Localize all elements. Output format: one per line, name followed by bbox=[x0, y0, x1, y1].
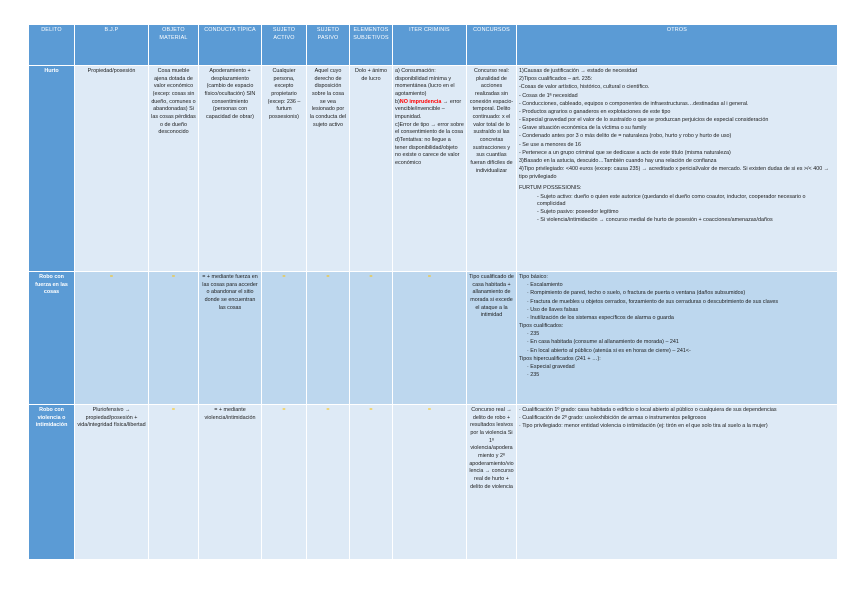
furtum-item: - Sujeto activo: dueño o quien este autorice (quedando el dueño como coautor, inductor, cooperador necesario o complicidad bbox=[537, 193, 806, 208]
otros-item: - Conducciones, cableado, equipos o componentes de infraestructuras…destinadas al i general. bbox=[519, 100, 749, 107]
otros-cell bbox=[517, 272, 838, 405]
otros-item: · 235 bbox=[527, 331, 540, 338]
otros-item: · Fractura de muebles u objetos cerrados, forzamiento de sus cerraduras o descubrimiento de sus claves bbox=[527, 298, 779, 305]
pasivo-cell: Aquel cuyo derecho de disposición sobre la cosa se vea lesionado por la conducta del sujeto activo bbox=[307, 66, 350, 272]
iter-b: b)NO imprudencia → error vencible/invencible – impunidad. bbox=[395, 98, 462, 121]
otros-item: 3)Basado en la astucia, descuido…También cuando hay una relación de confianza bbox=[519, 157, 717, 164]
otros-item: 4)Tipo privilegiado: <400 euros (excep: causa 235) → acreditado x pericial/valor de mercado. Si existen dudas de si es >/< 400 → tipo privilegiado bbox=[519, 166, 830, 180]
header-conducta-tipica: CONDUCTA TÍPICA bbox=[199, 25, 262, 66]
objeto-cell: Cosa mueble ajena dotada de valor económico (excep: cosas sin dueño, comunes o abandonadas) Si las cosas pérdidas o de dueño desconocido bbox=[149, 66, 199, 272]
otros-item: - Productos agrarios o ganaderos en explotaciones de este tipo bbox=[519, 108, 671, 115]
otros-item: 2)Tipos cualificados – art. 235: bbox=[519, 76, 593, 83]
activo-cell: = bbox=[262, 405, 307, 560]
delito-cell: Robo con violencia o intimidación bbox=[29, 405, 75, 560]
conducta-cell: = + mediante violencia/intimidación bbox=[199, 405, 262, 560]
otros-item: - Grave situación económica de la víctima o su family bbox=[519, 125, 647, 132]
otros-item: · 235 bbox=[527, 372, 540, 379]
iter-c: c)Error de tipo → error sobre el consentimiento de la cosa bbox=[395, 121, 464, 136]
iter-cell bbox=[393, 66, 467, 272]
delito-cell: Robo con fuerza en las cosas bbox=[29, 272, 75, 405]
subjetivos-cell: Dolo + ánimo de lucro bbox=[350, 66, 393, 272]
otros-cell bbox=[517, 66, 838, 272]
otros-item: - Cosas de 1ª necesidad bbox=[519, 92, 578, 99]
conducta-cell: Apoderamiento + desplazamiento (cambio de espacio físico/ocultación) SIN consentimiento (personas con capacidad de obrar) bbox=[199, 66, 262, 272]
otros-item: · Tipo privilegiado: menor entidad violencia o intimidación (ej: tirón en el que solo tira al suelo a la mujer) bbox=[519, 423, 768, 430]
header-delito: DELITO bbox=[29, 25, 75, 66]
activo-cell: = bbox=[262, 272, 307, 405]
pasivo-cell: = bbox=[307, 405, 350, 560]
otros-item: Tipos cualificados: bbox=[519, 323, 564, 330]
furtum-list bbox=[519, 194, 835, 225]
row-robo-fuerza bbox=[29, 272, 838, 405]
iter-cell: = bbox=[393, 405, 467, 560]
otros-item: · Especial gravedad bbox=[527, 363, 575, 370]
otros-item: -Cosas de valor artístico, histórico, cultural o científico. bbox=[519, 84, 650, 91]
iter-a: a) Consumación: disponibilidad mínima y momentánea (lucro en el agotamiento) bbox=[395, 68, 455, 98]
otros-item: - Se use a menores de 16 bbox=[519, 141, 582, 148]
furtum-title: FURTUM POSSESIONIS: bbox=[519, 185, 582, 192]
otros-item: 1)Causas de justificación → estado de necesidad bbox=[519, 68, 638, 74]
concursos-cell: Concurso real: pluralidad de acciones realizadas sin conexión espacio-temporal. Delito continuado: x el valor total de lo sustraído si las concretas sustracciones y sus cuantías fueran difíciles de individualizar bbox=[467, 66, 517, 272]
header-concursos: CONCURSOS bbox=[467, 25, 517, 66]
header-otros: OTROS bbox=[517, 25, 838, 66]
otros-item: · En casa habitada (consume al allanamiento de morada) – 241 bbox=[527, 339, 679, 346]
iter-cell: = bbox=[393, 272, 467, 405]
otros-list bbox=[519, 407, 835, 431]
header-iter-criminis: ITER CRIMINIS bbox=[393, 25, 467, 66]
otros-item: - Especial gravedad por el valor de lo sustraído o que se produzcan perjuicios de especial consideración bbox=[519, 117, 769, 124]
otros-list bbox=[519, 274, 835, 380]
delito-cell: Hurto bbox=[29, 66, 75, 272]
otros-item: Tipos hipercualificados (241 + …): bbox=[519, 355, 601, 362]
header-sujeto-activo: SUJETO ACTIVO bbox=[262, 25, 307, 66]
objeto-cell: = bbox=[149, 405, 199, 560]
otros-cell bbox=[517, 405, 838, 560]
iter-d: d)Tentativa: no llegue a tener disponibilidad/objeto no existe o carece de valor económico bbox=[395, 137, 460, 167]
otros-item: · Rompimiento de pared, techo o suelo, o fractura de puerta o ventana (daños subsumidos) bbox=[527, 290, 746, 297]
row-hurto bbox=[29, 66, 838, 272]
header-row bbox=[29, 25, 838, 66]
furtum-item: - Sujeto pasivo: poseedor legítimo bbox=[537, 208, 619, 215]
activo-cell: Cualquier persona, excepto propietario (excep: 236 – furtum possesionis) bbox=[262, 66, 307, 272]
concursos-cell: Tipo cualificado de casa habitada + allanamiento de morada si excede el ataque a la intimidad bbox=[467, 272, 517, 405]
header-bjp: B.J.P bbox=[75, 25, 149, 66]
otros-item: · Inutilización de los sistemas específicos de alarma o guarda bbox=[527, 314, 674, 321]
subjetivos-cell: = bbox=[350, 272, 393, 405]
otros-item: Tipo básico: bbox=[519, 274, 548, 280]
otros-item: · Cualificación 1º grado: casa habitada o edificio o local abierto al público o cualquiera de sus dependencias bbox=[519, 407, 777, 413]
objeto-cell: = bbox=[149, 272, 199, 405]
otros-item: · Uso de llaves falsas bbox=[527, 306, 579, 313]
otros-list bbox=[519, 68, 835, 181]
pasivo-cell: = bbox=[307, 272, 350, 405]
furtum-item: - Si violencia/intimidación → concurso medial de hurto de posesión + coacciones/amenazas/daños bbox=[537, 216, 773, 223]
bjp-cell: = bbox=[75, 272, 149, 405]
otros-item: - Pertenece a un grupo criminal que se dedicase a acts de este título (misma naturaleza) bbox=[519, 149, 731, 156]
crimes-table bbox=[28, 24, 838, 560]
conducta-cell: = + mediante fuerza en las cosas para acceder o abandonar el sitio donde se encuentran las cosas bbox=[199, 272, 262, 405]
subjetivos-cell: = bbox=[350, 405, 393, 560]
otros-item: · Escalamiento bbox=[527, 282, 563, 289]
bjp-cell: Propiedad/posesión bbox=[75, 66, 149, 272]
row-robo-violencia bbox=[29, 405, 838, 560]
header-sujeto-pasivo: SUJETO PASIVO bbox=[307, 25, 350, 66]
otros-item: - Condenado antes por 3 o más delito de = naturaleza (robo, hurto y robo y hurto de uso) bbox=[519, 133, 732, 140]
header-objeto-material: OBJETO MATERIAL bbox=[149, 25, 199, 66]
concursos-cell: Concurso real → delito de robo + resultados lesivos por la violencia Si 1º violencia/apoderamiento y 2º apoderamiento/violencia → concurso real de hurto + delito de violencia bbox=[467, 405, 517, 560]
bjp-cell: Pluriofensivo → propiedad/posesión + vida/integridad física/libertad bbox=[75, 405, 149, 560]
otros-item: · Cualificación de 2º grado: uso/exhibición de armas o instrumentos peligrosos bbox=[519, 415, 707, 422]
header-elementos-subjetivos: ELEMENTOS SUBJETIVOS bbox=[350, 25, 393, 66]
no-imprudencia-text: NO imprudencia bbox=[399, 98, 442, 105]
otros-item: · En local abierto al público (atenúa si es en horas de cierre) – 241<- bbox=[527, 347, 691, 354]
